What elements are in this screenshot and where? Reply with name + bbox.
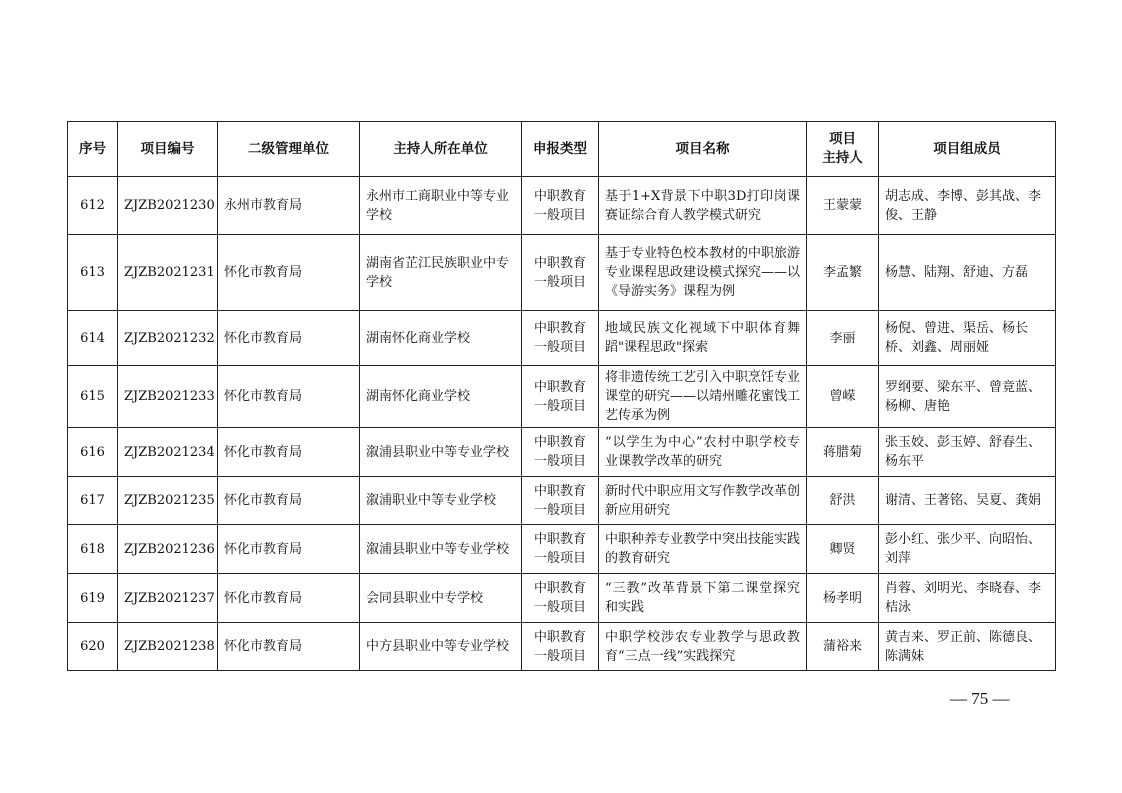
row-index: 619 (68, 574, 118, 623)
project-table (67, 121, 1056, 671)
row-unit: 怀化市教育局 (218, 477, 360, 525)
row-type: 中职教育一般项目 (522, 311, 599, 366)
row-type: 中职教育一般项目 (522, 477, 599, 525)
row-name: “以学生为中心”农村中职学校专业课教学改革的研究 (599, 428, 807, 477)
row-index: 614 (68, 311, 118, 366)
header-index: 序号 (68, 122, 118, 177)
row-index: 616 (68, 428, 118, 477)
table-row (68, 428, 1056, 477)
row-members: 谢清、王著铭、吴夏、龚娟 (879, 477, 1056, 525)
row-unit: 永州市教育局 (218, 177, 360, 235)
header-host (807, 122, 879, 177)
row-members: 张玉姣、彭玉婷、舒春生、杨东平 (879, 428, 1056, 477)
row-unit: 怀化市教育局 (218, 525, 360, 574)
row-host: 李孟繁 (807, 235, 879, 311)
row-host: 王蒙蒙 (807, 177, 879, 235)
row-members: 黄吉来、罗正前、陈德良、陈满妹 (879, 623, 1056, 671)
table-row (68, 623, 1056, 671)
row-code: ZJZB2021236 (118, 525, 218, 574)
header-unit: 二级管理单位 (218, 122, 360, 177)
row-members: 杨倪、曾进、渠岳、杨长桥、刘鑫、周丽娅 (879, 311, 1056, 366)
row-org: 湖南怀化商业学校 (360, 311, 522, 366)
row-host: 杨孝明 (807, 574, 879, 623)
row-code: ZJZB2021233 (118, 366, 218, 428)
table-body (68, 177, 1056, 671)
row-host: 卿贤 (807, 525, 879, 574)
row-index: 617 (68, 477, 118, 525)
row-code: ZJZB2021238 (118, 623, 218, 671)
row-unit: 怀化市教育局 (218, 623, 360, 671)
row-unit: 怀化市教育局 (218, 235, 360, 311)
row-org: 溆浦职业中等专业学校 (360, 477, 522, 525)
row-index: 618 (68, 525, 118, 574)
row-type: 中职教育一般项目 (522, 623, 599, 671)
row-org: 永州市工商职业中等专业学校 (360, 177, 522, 235)
row-name: 基于专业特色校本教材的中职旅游专业课程思政建设模式探究——以《导游实务》课程为例 (599, 235, 807, 311)
header-org: 主持人所在单位 (360, 122, 522, 177)
header-host-line2: 主持人 (822, 150, 863, 166)
row-type: 中职教育一般项目 (522, 428, 599, 477)
row-type: 中职教育一般项目 (522, 366, 599, 428)
row-type: 中职教育一般项目 (522, 177, 599, 235)
header-name: 项目名称 (599, 122, 807, 177)
row-code: ZJZB2021230 (118, 177, 218, 235)
header-members: 项目组成员 (879, 122, 1056, 177)
row-org: 溆浦县职业中等专业学校 (360, 525, 522, 574)
row-code: ZJZB2021234 (118, 428, 218, 477)
row-index: 612 (68, 177, 118, 235)
header-type: 申报类型 (522, 122, 599, 177)
header-host-line1: 项目 (829, 131, 856, 147)
row-host: 曾嵘 (807, 366, 879, 428)
row-code: ZJZB2021237 (118, 574, 218, 623)
row-members: 杨慧、陆翔、舒迪、方磊 (879, 235, 1056, 311)
page-number: — 75 — (950, 689, 1010, 708)
row-unit: 怀化市教育局 (218, 428, 360, 477)
row-code: ZJZB2021232 (118, 311, 218, 366)
row-members: 肖蓉、刘明光、李晓春、李桔泳 (879, 574, 1056, 623)
row-code: ZJZB2021235 (118, 477, 218, 525)
row-host: 蒋腊菊 (807, 428, 879, 477)
row-members: 彭小红、张少平、向昭怡、刘萍 (879, 525, 1056, 574)
row-unit: 怀化市教育局 (218, 311, 360, 366)
header-code: 项目编号 (118, 122, 218, 177)
row-unit: 怀化市教育局 (218, 574, 360, 623)
row-host: 李丽 (807, 311, 879, 366)
table-row (68, 366, 1056, 428)
row-name: 基于1+X背景下中职3D打印岗课赛证综合育人教学模式研究 (599, 177, 807, 235)
row-name: “三教”改革背景下第二课堂探究和实践 (599, 574, 807, 623)
table-row (68, 525, 1056, 574)
table-row (68, 235, 1056, 311)
table-row (68, 177, 1056, 235)
row-type: 中职教育一般项目 (522, 235, 599, 311)
row-type: 中职教育一般项目 (522, 525, 599, 574)
row-name: 中职种养专业教学中突出技能实践的教育研究 (599, 525, 807, 574)
row-code: ZJZB2021231 (118, 235, 218, 311)
row-type: 中职教育一般项目 (522, 574, 599, 623)
row-org: 中方县职业中等专业学校 (360, 623, 522, 671)
row-host: 舒洪 (807, 477, 879, 525)
row-host: 蒲裕来 (807, 623, 879, 671)
table-row (68, 574, 1056, 623)
row-name: 地域民族文化视域下中职体育舞蹈"课程思政"探索 (599, 311, 807, 366)
row-members: 胡志成、李博、彭其战、李俊、王静 (879, 177, 1056, 235)
row-unit: 怀化市教育局 (218, 366, 360, 428)
row-org: 湖南省芷江民族职业中专学校 (360, 235, 522, 311)
row-index: 613 (68, 235, 118, 311)
row-org: 湖南怀化商业学校 (360, 366, 522, 428)
row-name: 新时代中职应用文写作教学改革创新应用研究 (599, 477, 807, 525)
row-index: 615 (68, 366, 118, 428)
row-org: 溆浦县职业中等专业学校 (360, 428, 522, 477)
row-name: 将非遗传统工艺引入中职烹饪专业课堂的研究——以靖州雕花蜜饯工艺传承为例 (599, 366, 807, 428)
table-row (68, 477, 1056, 525)
row-name: 中职学校涉农专业教学与思政教育“三点一线”实践探究 (599, 623, 807, 671)
table-row (68, 311, 1056, 366)
table-header-row (68, 122, 1056, 177)
row-members: 罗纲要、梁东平、曾竟蓝、杨柳、唐艳 (879, 366, 1056, 428)
row-index: 620 (68, 623, 118, 671)
row-org: 会同县职业中专学校 (360, 574, 522, 623)
